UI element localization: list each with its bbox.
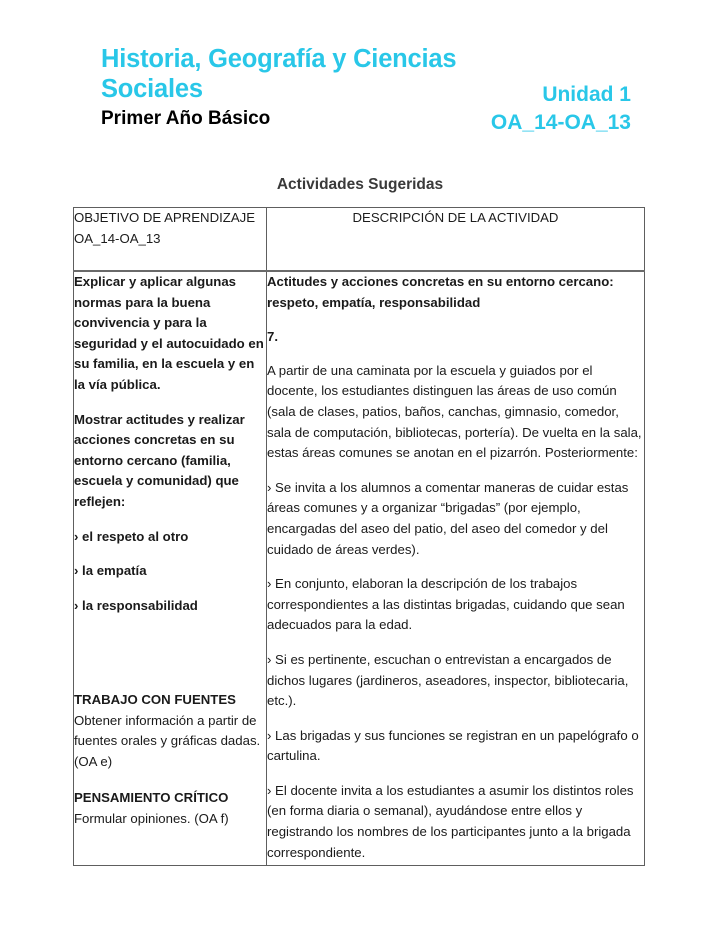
activity-step-3: › Si es pertinente, escuchan o entrevistan a encargados de dichos lugares (jardineros, aseadores, inspector, bibliotecaria, etc.). xyxy=(267,651,629,709)
column-header-objective: OBJETIVO DE APRENDIZAJE OA_14-OA_13 xyxy=(74,210,255,246)
objective-bullet-empathy: › la empatía xyxy=(74,563,147,579)
subject-level-label: Primer Año Básico xyxy=(101,108,271,129)
table-header-row xyxy=(74,208,645,272)
skill-heading-critical-thinking: PENSAMIENTO CRÍTICO xyxy=(74,790,229,806)
activity-step-2: › En conjunto, elaboran la descripción de los trabajos correspondientes a las distintas brigadas, cuidando que sean adecuados para la edad. xyxy=(267,576,625,633)
suggested-activities-table xyxy=(73,207,645,866)
objective-cell xyxy=(74,271,267,866)
oa-code-label: OA_14-OA_13 xyxy=(490,111,631,134)
activity-description-cell xyxy=(267,271,645,866)
activity-intro-paragraph: A partir de una caminata por la escuela y guiados por el docente, los estudiantes distinguen las áreas de uso común (sala de clases, patios, baños, canchas, gimnasio, comedor, sala de computación, bibliotecas, portería). De vuelta en la sala, estas áreas comunes se anotan en el pizarrón. Posteriormente: xyxy=(267,362,642,461)
objective-text-1: Explicar y aplicar algunas normas para la buena convivencia y para la seguridad y el autocuidado en su familia, en la escuela y en la vía pública. xyxy=(74,274,264,392)
column-header-description: DESCRIPCIÓN DE LA ACTIVIDAD xyxy=(352,210,559,225)
section-title: Actividades Sugeridas xyxy=(276,176,444,193)
activity-title: Actitudes y acciones concretas en su entorno cercano: respeto, empatía, responsabilidad xyxy=(267,274,614,310)
objective-spacer xyxy=(74,630,266,690)
skill-text-sources: Obtener información a partir de fuentes orales y gráficas dadas. (OA e) xyxy=(74,712,261,769)
activity-step-1: › Se invita a los alumnos a comentar maneras de cuidar estas áreas comunes y a organizar “brigadas” (por ejemplo, encargadas del aseo del patio, del aseo del comedor y del cuidado de áreas verdes). xyxy=(267,479,629,557)
skill-heading-sources: TRABAJO CON FUENTES xyxy=(74,692,236,708)
unit-label: Unidad 1 xyxy=(542,83,631,106)
objective-bullet-responsibility: › la responsabilidad xyxy=(74,597,198,613)
activity-number: 7. xyxy=(267,329,278,345)
table-header-cell-description xyxy=(267,208,645,272)
objective-text-2: Mostrar actitudes y realizar acciones concretas en su entorno cercano (familia, escuela y comunidad) que reflejen: xyxy=(74,411,245,509)
document-header xyxy=(0,40,720,150)
skill-text-critical-thinking: Formular opiniones. (OA f) xyxy=(74,810,229,826)
table-header-cell-objective xyxy=(74,208,267,272)
activity-step-5: › El docente invita a los estudiantes a asumir los distintos roles (en forma diaria o semanal), ayudándose entre ellos y registrando los nombres de los participantes junto a la brigada correspondiente. xyxy=(267,782,634,860)
table-content-row xyxy=(74,271,645,866)
objective-bullet-respect: › el respeto al otro xyxy=(74,528,189,544)
page-title: Historia, Geografía y Ciencias Sociales xyxy=(101,45,457,103)
activity-step-4: › Las brigadas y sus funciones se registran en un papelógrafo o cartulina. xyxy=(267,727,639,764)
